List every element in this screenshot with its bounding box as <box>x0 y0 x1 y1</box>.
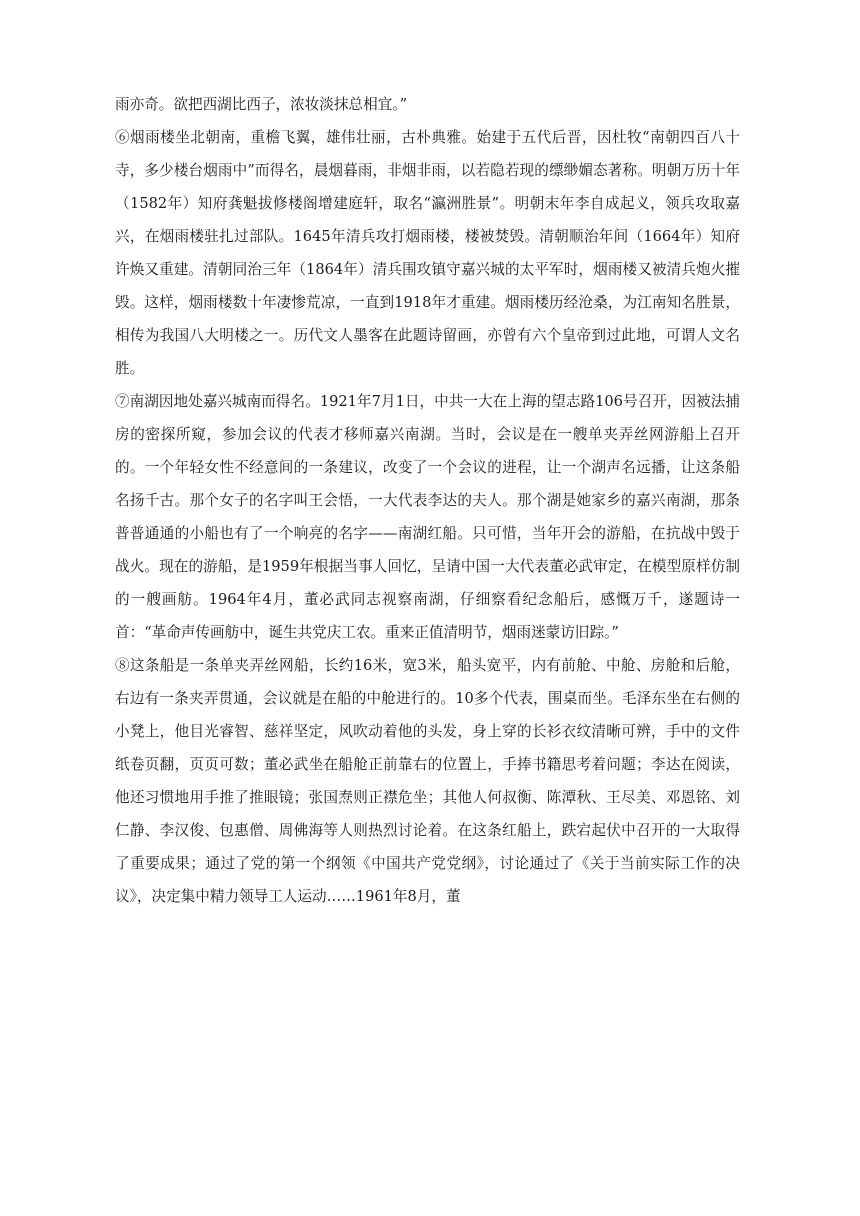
document-page <box>115 88 740 913</box>
paragraph-continuation: 雨亦奇。欲把西湖比西子，浓妆淡抹总相宜。” <box>115 96 408 113</box>
paragraph-red-boat: ⑧这条船是一条单夹弄丝网船，长约16米，宽3米，船头宽平，内有前舱、中舱、房舱和后舱，右边有一条夹弄贯通，会议就是在船的中舱进行的。10多个代表，围桌而坐。毛泽东坐在右侧的小凳上，他目光睿智、慈祥坚定，风吹动着他的头发，身上穿的长衫衣纹清晰可辨，手中的文件纸卷页翻，页页可数；董必武坐在船舱正前靠右的位置上，手捧书籍思考着问题；李达在阅读，他还习惯地用手推了推眼镜；张国焘则正襟危坐；其他人何叔衡、陈潭秋、王尽美、邓恩铭、刘仁静、李汉俊、包惠僧、周佛海等人则热烈讨论着。在这条红船上，跌宕起伏中召开的一大取得了重要成果；通过了党的第一个纲领《中国共产党党纲》，讨论通过了《关于当前实际工作的决议》，决定集中精力领导工人运动……1961年8月，董 <box>115 657 740 905</box>
paragraph-yanyu-tower: ⑥烟雨楼坐北朝南，重檐飞翼，雄伟壮丽，古朴典雅。始建于五代后晋，因杜牧“南朝四百八十寺，多少楼台烟雨中”而得名，晨烟暮雨，非烟非雨，以若隐若现的缥缈媚态著称。明朝万历十年（1582年）知府龚魁拔修楼阁增建庭轩，取名“瀛洲胜景”。明朝末年李自成起义，领兵攻取嘉兴，在烟雨楼驻扎过部队。1645年清兵攻打烟雨楼，楼被焚毁。清朝顺治年间（1664年）知府许焕又重建。清朝同治三年（1864年）清兵围攻镇守嘉兴城的太平军时，烟雨楼又被清兵炮火摧毁。这样，烟雨楼数十年凄惨荒凉，一直到1918年才重建。烟雨楼历经沧桑，为江南知名胜景，相传为我国八大明楼之一。历代文人墨客在此题诗留画，亦曾有六个皇帝到过此地，可谓人文名胜。 <box>115 129 740 377</box>
paragraph-south-lake: ⑦南湖因地处嘉兴城南而得名。1921年7月1日，中共一大在上海的望志路106号召开，因被法捕房的密探所窥，参加会议的代表才移师嘉兴南湖。当时，会议是在一艘单夹弄丝网游船上召开的。一个年轻女性不经意间的一条建议，改变了一个会议的进程，让一个湖声名远播，让这条船名扬千古。那个女子的名字叫王会悟，一大代表李达的夫人。那个湖是她家乡的嘉兴南湖，那条普普通通的小船也有了一个响亮的名字——南湖红船。只可惜，当年开会的游船，在抗战中毁于战火。现在的游船，是1959年根据当事人回忆，呈请中国一大代表董必武审定，在模型原样仿制的一艘画舫。1964年4月，董必武同志视察南湖，仔细察看纪念船后，感慨万千，遂题诗一首：“革命声传画舫中，诞生共党庆工农。重来正值清明节，烟雨迷蒙访旧踪。” <box>115 393 740 641</box>
